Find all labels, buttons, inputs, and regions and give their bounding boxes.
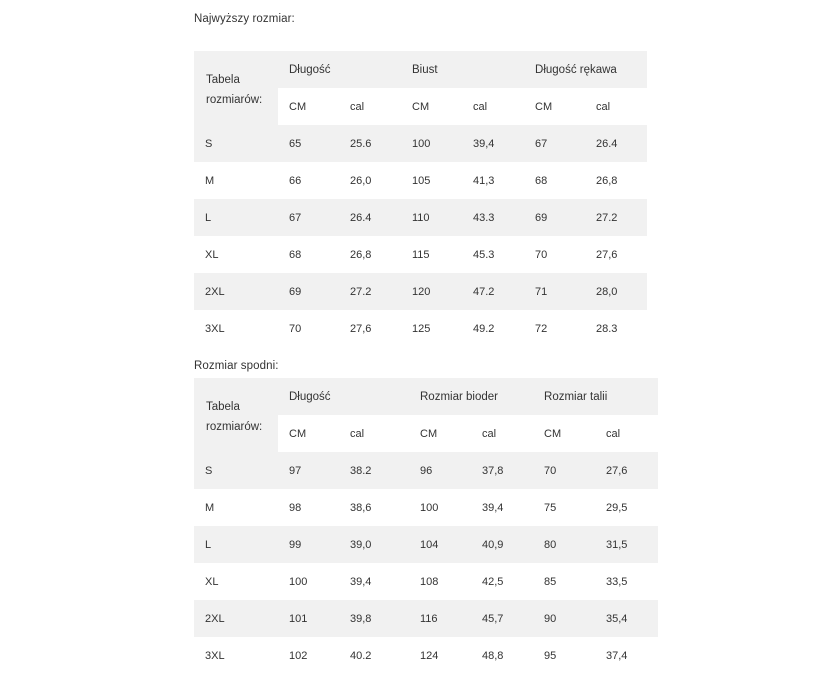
table-cell: 26,0 [350,174,372,187]
bottom-size-chart-title: Rozmiar spodni: [194,360,279,372]
size-label: M [205,501,215,514]
table-cell: 100 [401,125,462,162]
table-cell: 120 [401,273,462,310]
table-cell: 45,7 [471,600,533,637]
table-row [194,563,658,600]
table-cell: 116 [409,600,471,637]
unit-header: CM [289,427,307,440]
table-cell: 37,8 [471,452,533,489]
table-cell: 48,8 [482,649,504,662]
size-label: 3XL [205,322,225,335]
table-cell: 41,3 [473,174,495,187]
table-cell: 49.2 [473,322,495,335]
table-cell: 71 [524,273,585,310]
table-cell: 100 [289,575,308,588]
table-cell: 99 [278,526,339,563]
unit-header: cal [350,100,365,113]
table-cell: 28,0 [585,273,647,310]
table-cell: 67 [278,199,339,236]
unit-header: CM [535,100,553,113]
table-cell: 68 [535,174,548,187]
table-cell: 70 [533,452,595,489]
table-cell: 28.3 [596,322,618,335]
table-cell: 85 [544,575,557,588]
table-cell: 45.3 [473,248,495,261]
size-label: M [205,174,215,187]
table-cell: 25.6 [339,125,401,162]
table-cell: 42,5 [482,575,504,588]
table-cell: 27,6 [596,248,618,261]
size-label: 2XL [194,273,278,310]
table-cell: 67 [524,125,585,162]
table-row [194,489,658,526]
size-label: S [194,452,278,489]
table-cell: 72 [535,322,548,335]
table-cell: 68 [289,248,302,261]
table-cell: 108 [420,575,439,588]
unit-header: CM [420,427,438,440]
table-cell: 101 [278,600,339,637]
size-label: 2XL [194,600,278,637]
table-cell: 26.4 [339,199,401,236]
size-label: 3XL [205,649,225,662]
corner-label-line-1: Tabela [206,74,240,86]
table-cell: 37,4 [606,649,628,662]
top-size-table [194,51,647,347]
group-header-sleeve-length: Długość rękawa [524,51,647,88]
table-cell: 69 [278,273,339,310]
table-row [194,162,647,199]
table-cell: 38,6 [350,501,372,514]
table-cell: 27.2 [585,199,647,236]
table-cell: 125 [412,322,431,335]
header-row-groups [194,378,658,415]
table-row [194,310,647,347]
table-cell: 100 [420,501,439,514]
table-row [194,273,647,310]
table-cell: 110 [401,199,462,236]
table-cell: 39,4 [462,125,524,162]
table-cell: 43.3 [462,199,524,236]
table-row [194,199,647,236]
table-row [194,637,658,674]
table-cell: 70 [535,248,548,261]
top-size-chart-title: Najwyższy rozmiar: [194,13,295,25]
unit-header: cal [596,100,611,113]
size-label: XL [205,575,219,588]
table-cell: 96 [409,452,471,489]
size-label: L [194,199,278,236]
table-cell: 39,8 [339,600,409,637]
group-header-hip-size: Rozmiar bioder [409,378,533,415]
table-cell: 35,4 [595,600,658,637]
table-cell: 98 [289,501,302,514]
unit-header: cal [350,427,365,440]
table-row [194,452,658,489]
table-cell: 104 [409,526,471,563]
table-cell: 27,6 [595,452,658,489]
group-header-bust: Biust [401,51,524,88]
table-cell: 70 [289,322,302,335]
table-cell: 75 [544,501,557,514]
table-cell: 90 [533,600,595,637]
bottom-size-table [194,378,658,674]
table-row [194,236,647,273]
table-row [194,600,658,637]
size-label: XL [205,248,219,261]
unit-header: cal [606,427,621,440]
table-cell: 40,9 [471,526,533,563]
unit-header: CM [289,100,307,113]
table-cell: 105 [412,174,431,187]
table-cell: 80 [533,526,595,563]
table-cell: 33,5 [606,575,628,588]
table-cell: 26,8 [596,174,618,187]
table-cell: 27.2 [339,273,401,310]
unit-header: CM [544,427,562,440]
table-cell: 97 [278,452,339,489]
size-label: L [194,526,278,563]
corner-label-line-2: rozmiarów: [206,94,263,106]
group-header-length: Długość [278,51,401,88]
table-cell: 29,5 [606,501,628,514]
table-cell: 40.2 [350,649,372,662]
unit-header: cal [482,427,497,440]
table-cell: 38.2 [339,452,409,489]
size-label: S [194,125,278,162]
table-row [194,125,647,162]
corner-label-line-1: Tabela [206,401,240,413]
header-row-groups [194,51,647,88]
table-row [194,526,658,563]
corner-label-line-2: rozmiarów: [206,421,263,433]
unit-header: CM [412,100,430,113]
table-cell: 95 [544,649,557,662]
table-cell: 124 [420,649,439,662]
table-cell: 102 [289,649,308,662]
corner-label [194,51,278,125]
table-cell: 26,8 [350,248,372,261]
corner-label [194,378,278,452]
table-cell: 47.2 [462,273,524,310]
table-cell: 65 [278,125,339,162]
table-cell: 69 [524,199,585,236]
table-cell: 27,6 [350,322,372,335]
table-cell: 31,5 [595,526,658,563]
table-cell: 39,4 [350,575,372,588]
group-header-length: Długość [278,378,409,415]
table-cell: 39,4 [482,501,504,514]
table-cell: 66 [289,174,302,187]
table-cell: 115 [412,248,430,261]
group-header-waist-size: Rozmiar talii [533,378,658,415]
table-cell: 39,0 [339,526,409,563]
unit-header: cal [473,100,488,113]
table-cell: 26.4 [585,125,647,162]
